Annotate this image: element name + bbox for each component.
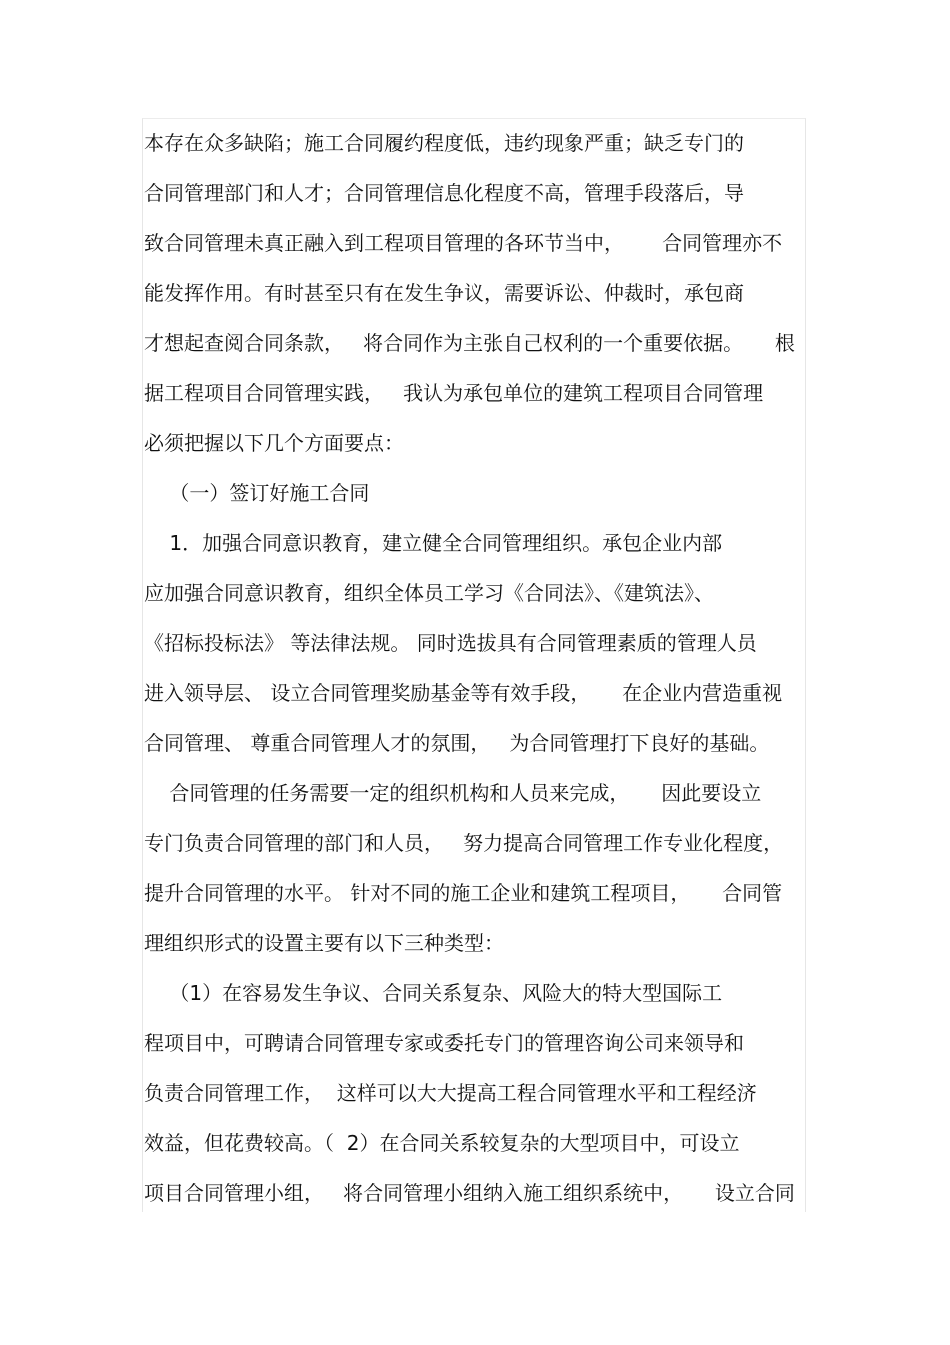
text-line: 项目合同管理小组， 将合同管理小组纳入施工组织系统中， 设立合同 [144, 1181, 795, 1205]
text-line: （1）在容易发生争议、合同关系复杂、风险大的特大型国际工 [144, 981, 723, 1005]
text-line: 能发挥作用。有时甚至只有在发生争议，需要诉讼、仲裁时，承包商 [144, 281, 744, 305]
text-line: 致合同管理未真正融入到工程项目管理的各环节当中， 合同管理亦不 [144, 231, 783, 255]
text-line: 本存在众多缺陷；施工合同履约程度低，违约现象严重；缺乏专门的 [144, 131, 744, 155]
text-line: 必须把握以下几个方面要点： [144, 431, 404, 455]
text-line: 负责合同管理工作， 这样可以大大提高工程合同管理水平和工程经济 [144, 1081, 757, 1105]
text-line: 据工程项目合同管理实践， 我认为承包单位的建筑工程项目合同管理 [144, 381, 764, 405]
text-line: 应加强合同意识教育，组织全体员工学习《合同法》、《建筑法》、 [144, 581, 714, 605]
text-line: 专门负责合同管理的部门和人员， 努力提高合同管理工作专业化程度， [144, 831, 784, 855]
text-line: 1．加强合同意识教育，建立健全合同管理组织。承包企业内部 [144, 531, 723, 555]
text-line: 合同管理部门和人才；合同管理信息化程度不高，管理手段落后，导 [144, 181, 744, 205]
text-line: 提升合同管理的水平。 针对不同的施工企业和建筑工程项目， 合同管 [144, 881, 783, 905]
document-body [144, 118, 808, 1218]
text-line: 程项目中，可聘请合同管理专家或委托专门的管理咨询公司来领导和 [144, 1031, 744, 1055]
text-line: 理组织形式的设置主要有以下三种类型： [144, 931, 504, 955]
text-line: 进入领导层、 设立合同管理奖励基金等有效手段， 在企业内营造重视 [144, 681, 783, 705]
section-heading: （一）签订好施工合同 [144, 481, 370, 505]
text-line: 效益，但花费较高。（ 2）在合同关系较复杂的大型项目中，可设立 [144, 1131, 740, 1155]
text-line: 《招标投标法》 等法律法规。 同时选拔具有合同管理素质的管理人员 [144, 631, 757, 655]
text-line: 合同管理的任务需要一定的组织机构和人员来完成， 因此要设立 [144, 781, 762, 805]
text-line: 合同管理、 尊重合同管理人才的氛围， 为合同管理打下良好的基础。 [144, 731, 770, 755]
text-line: 才想起查阅合同条款， 将合同作为主张自己权利的一个重要依据。 根 [144, 331, 795, 355]
